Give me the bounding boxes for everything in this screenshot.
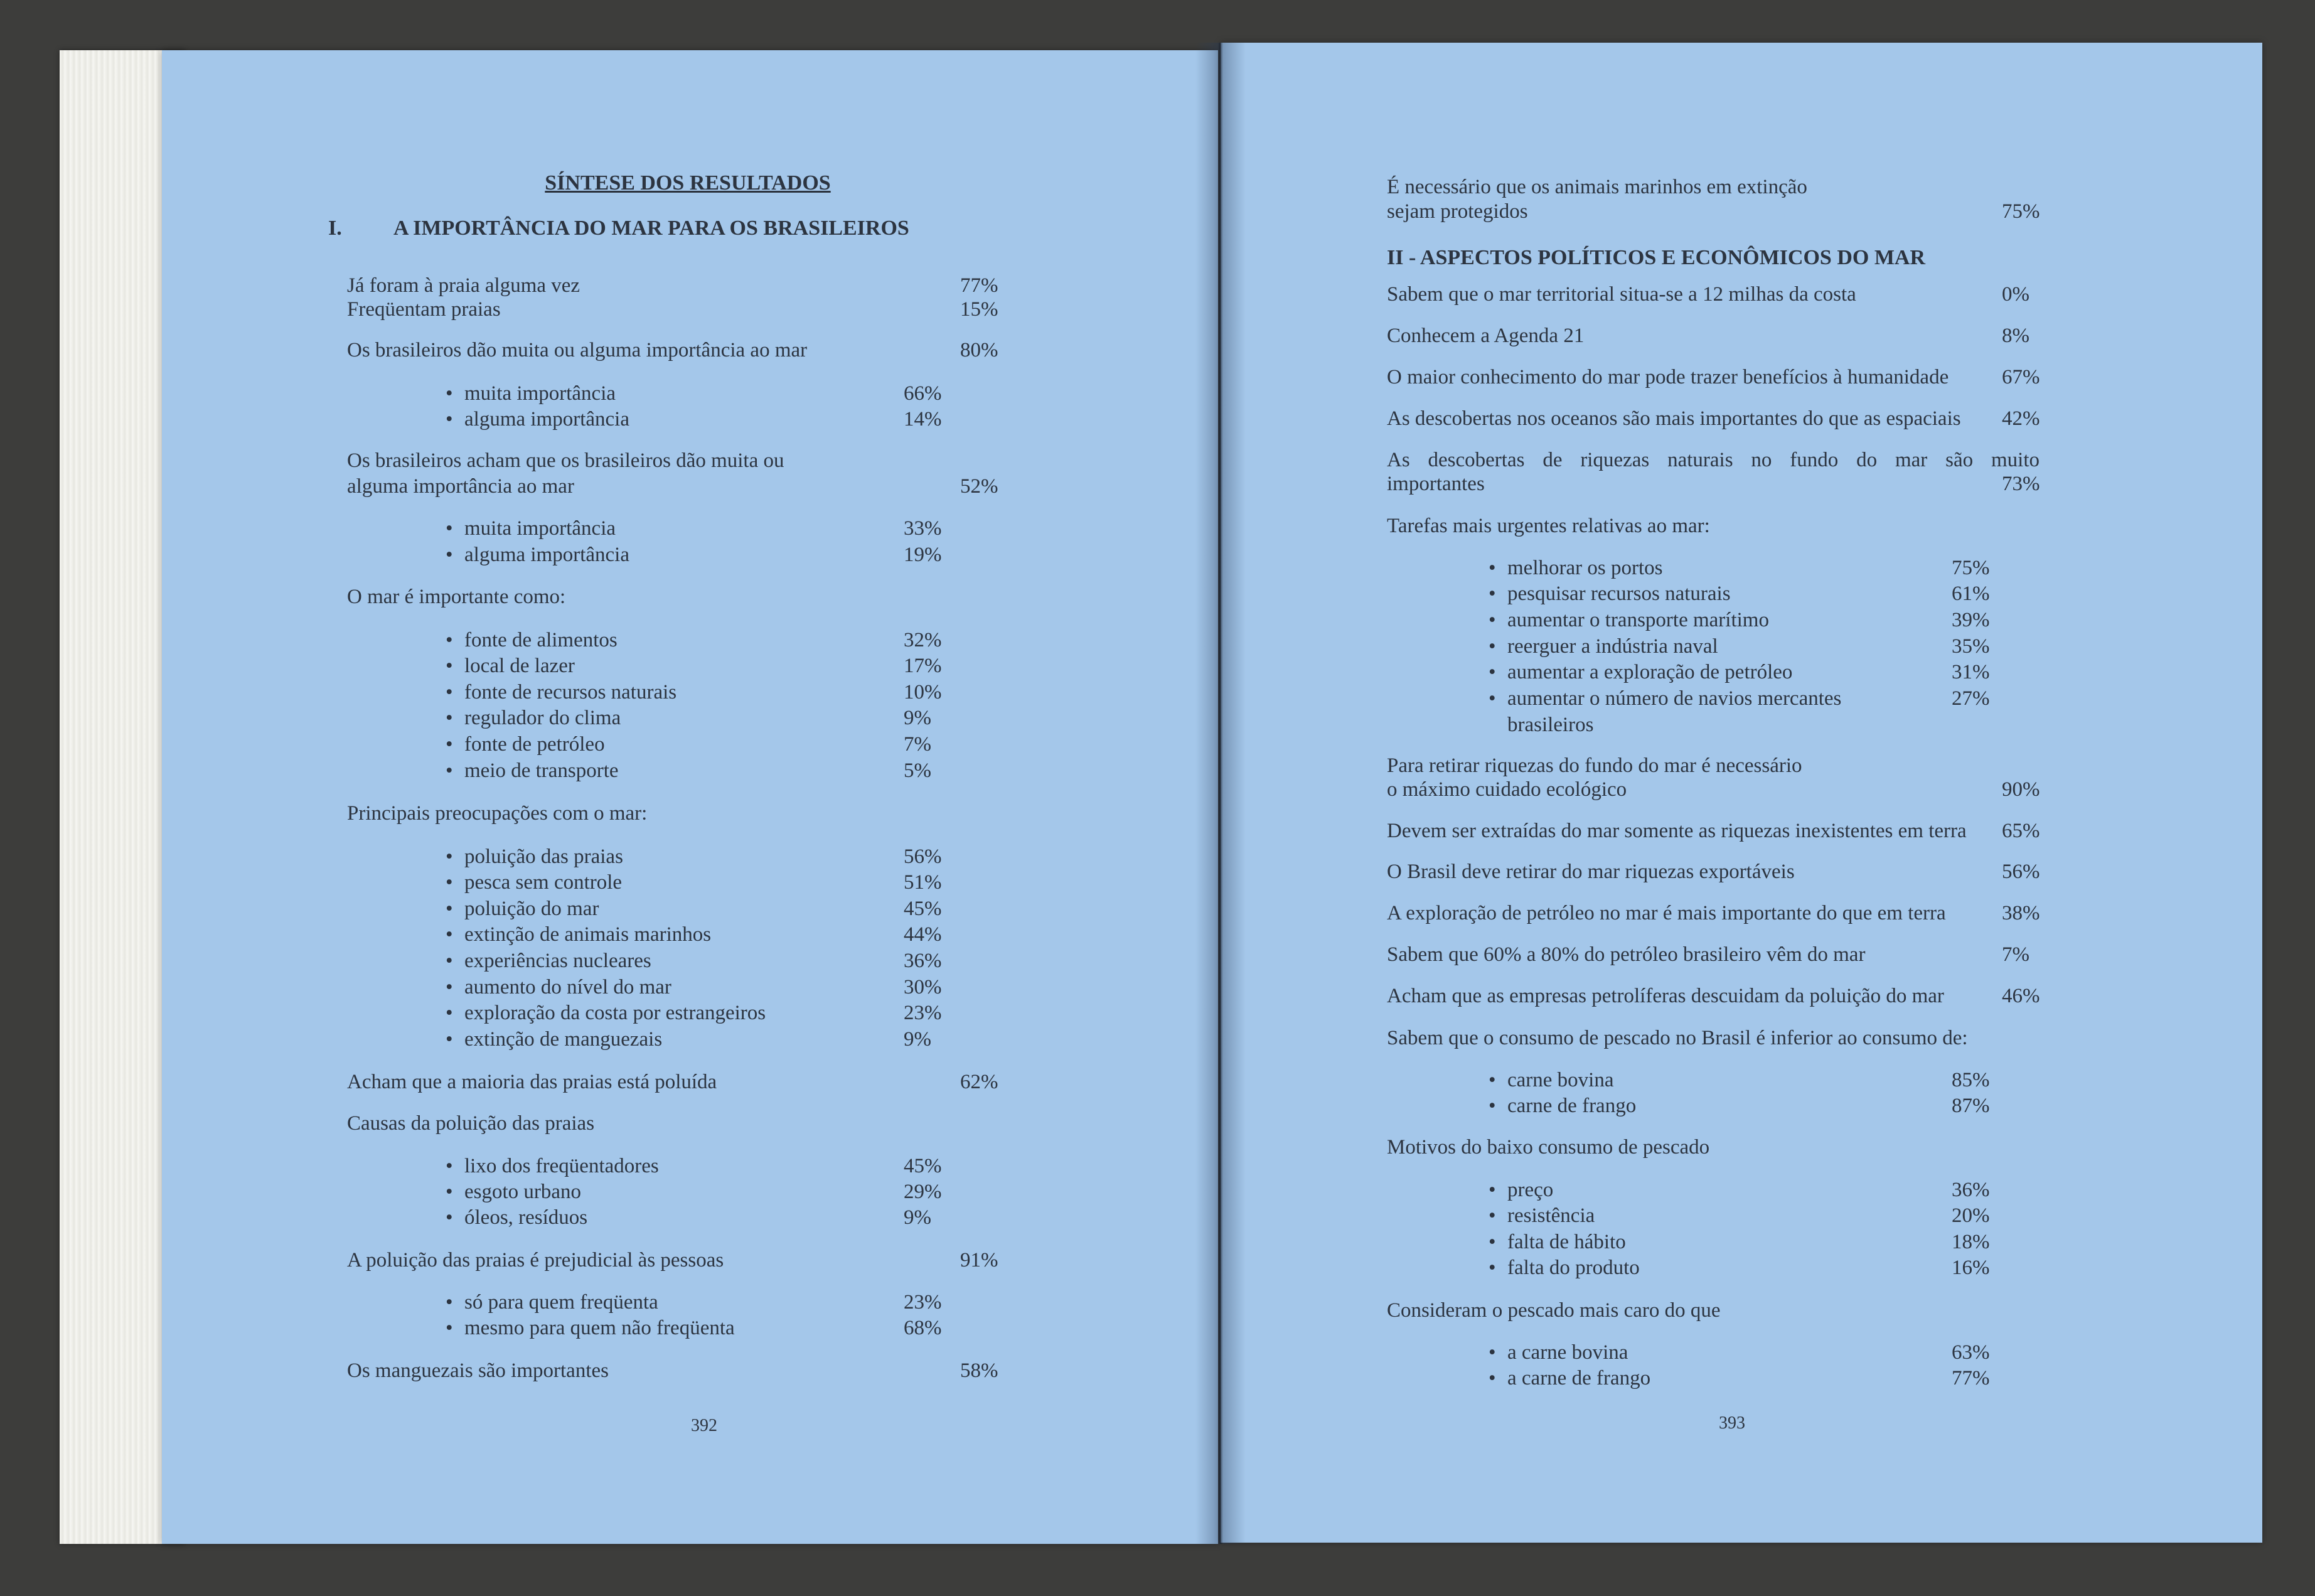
right-item-text: sejam protegidos: [1387, 200, 1528, 223]
section-1-title: A IMPORTÂNCIA DO MAR PARA OS BRASILEIROS: [393, 217, 909, 240]
left-item-text: Os brasileiros acham que os brasileiros dão muita ou: [347, 449, 784, 472]
left-item-value: 5%: [904, 759, 931, 782]
left-item-value: 7%: [904, 733, 931, 756]
right-item-text: Consideram o pescado mais caro do que: [1387, 1299, 1721, 1322]
right-item-value: 87%: [1952, 1095, 1990, 1117]
right-item-text: • carne bovina: [1489, 1068, 1614, 1093]
right-item-text: • resistência: [1489, 1203, 1595, 1228]
left-item-text: • pesca sem controle: [446, 870, 622, 895]
left-item-text: • local de lazer: [446, 653, 575, 678]
right-item-value: 38%: [2002, 902, 2040, 924]
left-item-value: 10%: [904, 681, 942, 704]
left-item-value: 9%: [904, 1028, 931, 1051]
left-item-value: 23%: [904, 1002, 942, 1024]
left-item-value: 68%: [904, 1317, 942, 1339]
right-item-text: É necessário que os animais marinhos em extinção: [1387, 176, 1807, 198]
left-item-text: Os brasileiros dão muita ou alguma importância ao mar: [347, 339, 808, 362]
left-item-value: 23%: [904, 1291, 942, 1314]
right-item-value: 46%: [2002, 985, 2040, 1007]
left-item-text: • exploração da costa por estrangeiros: [446, 1000, 766, 1026]
left-item-text: • fonte de petróleo: [446, 732, 605, 757]
right-item-value: 56%: [2002, 860, 2040, 883]
right-item-value: 73%: [2002, 473, 2040, 495]
left-item-value: 36%: [904, 950, 942, 972]
right-item-text: Motivos do baixo consumo de pescado: [1387, 1136, 1710, 1159]
page-number-right: 393: [1719, 1413, 1745, 1433]
left-item-value: 14%: [904, 408, 942, 431]
right-item-value: 16%: [1952, 1256, 1990, 1279]
right-item-value: 90%: [2002, 778, 2040, 801]
right-item-value: 31%: [1952, 661, 1990, 683]
right-item-value: 77%: [1952, 1367, 1990, 1390]
left-item-text: • muita importância: [446, 516, 616, 541]
left-item-value: 9%: [904, 707, 931, 729]
right-item-text: • pesquisar recursos naturais: [1489, 581, 1731, 606]
left-item-text: • esgoto urbano: [446, 1179, 581, 1204]
right-item-text: brasileiros: [1507, 714, 1594, 736]
right-item-text: • melhorar os portos: [1489, 555, 1662, 581]
right-item-value: 36%: [1952, 1179, 1990, 1201]
right-item-text: • aumentar a exploração de petróleo: [1489, 660, 1792, 685]
left-item-value: 29%: [904, 1181, 942, 1203]
right-item-value: 63%: [1952, 1341, 1990, 1364]
section-1-number: I.: [328, 217, 342, 240]
left-item-text: • mesmo para quem não freqüenta: [446, 1315, 735, 1341]
left-item-value: 33%: [904, 517, 942, 540]
right-item-text: • aumentar o número de navios mercantes: [1489, 686, 1841, 711]
left-item-text: • poluição do mar: [446, 896, 599, 921]
summary-heading: SÍNTESE DOS RESULTADOS: [545, 171, 831, 195]
left-item-value: 66%: [904, 382, 942, 405]
section-2-title: II - ASPECTOS POLÍTICOS E ECONÔMICOS DO MAR: [1387, 246, 1926, 269]
right-item-text: As descobertas nos oceanos são mais importantes do que as espaciais: [1387, 407, 1961, 430]
right-item-text: o máximo cuidado ecológico: [1387, 778, 1627, 801]
right-item-text: • falta de hábito: [1489, 1229, 1626, 1255]
right-item-value: 7%: [2002, 943, 2029, 966]
left-item-value: 52%: [960, 475, 998, 498]
left-item-text: Já foram à praia alguma vez: [347, 274, 580, 297]
right-item-text: • a carne de frango: [1489, 1366, 1650, 1391]
left-item-value: 15%: [960, 298, 998, 321]
right-item-text: Sabem que o consumo de pescado no Brasil é inferior ao consumo de:: [1387, 1027, 1968, 1049]
right-item-value: 61%: [1952, 582, 1990, 605]
left-item-text: Freqüentam praias: [347, 298, 501, 321]
left-item-text: • só para quem freqüenta: [446, 1290, 658, 1315]
left-item-text: • meio de transporte: [446, 758, 619, 783]
left-item-value: 62%: [960, 1071, 998, 1093]
left-item-text: • extinção de animais marinhos: [446, 922, 711, 947]
book-gutter: [1195, 43, 1246, 1544]
right-item-text: • aumentar o transporte marítimo: [1489, 608, 1769, 633]
left-item-value: 58%: [960, 1359, 998, 1382]
left-item-value: 30%: [904, 976, 942, 999]
right-item-value: 27%: [1952, 687, 1990, 710]
right-item-text: importantes: [1387, 473, 1485, 495]
left-item-text: • alguma importância: [446, 542, 629, 567]
left-item-value: 91%: [960, 1249, 998, 1272]
left-item-text: Os manguezais são importantes: [347, 1359, 609, 1382]
right-item-value: 65%: [2002, 820, 2040, 842]
left-item-text: • muita importância: [446, 381, 616, 406]
left-item-text: • óleos, resíduos: [446, 1205, 587, 1230]
right-item-value: 35%: [1952, 635, 1990, 658]
left-item-text: • fonte de recursos naturais: [446, 680, 676, 705]
left-item-text: • poluição das praias: [446, 844, 623, 869]
left-item-text: A poluição das praias é prejudicial às pessoas: [347, 1249, 724, 1272]
right-item-value: 20%: [1952, 1204, 1990, 1227]
right-item-text: Sabem que 60% a 80% do petróleo brasileiro vêm do mar: [1387, 943, 1866, 966]
left-item-value: 56%: [904, 845, 942, 868]
left-item-value: 45%: [904, 1155, 942, 1177]
right-item-value: 39%: [1952, 609, 1990, 631]
right-item-text: • reerguer a indústria naval: [1489, 634, 1718, 659]
right-item-text: • carne de frango: [1489, 1093, 1636, 1118]
right-item-text: Para retirar riquezas do fundo do mar é necessário: [1387, 754, 1802, 777]
right-item-value: 42%: [2002, 407, 2040, 430]
left-item-value: 51%: [904, 871, 942, 894]
right-item-text: • preço: [1489, 1177, 1553, 1202]
right-item-value: 85%: [1952, 1069, 1990, 1091]
right-item-text: Acham que as empresas petrolíferas descuidam da poluição do mar: [1387, 985, 1944, 1007]
right-item-text: Tarefas mais urgentes relativas ao mar:: [1387, 515, 1710, 537]
left-item-text: alguma importância ao mar: [347, 475, 574, 498]
right-item-text: A exploração de petróleo no mar é mais importante do que em terra: [1387, 902, 1946, 924]
left-item-text: Causas da poluição das praias: [347, 1112, 595, 1135]
right-item-value: 18%: [1952, 1231, 1990, 1253]
right-item-value: 75%: [1952, 557, 1990, 579]
right-item-text: Sabem que o mar territorial situa-se a 12 milhas da costa: [1387, 283, 1856, 306]
left-item-value: 77%: [960, 274, 998, 297]
page-number-left: 392: [691, 1416, 717, 1435]
left-item-text: • fonte de alimentos: [446, 628, 618, 653]
right-item-text: • a carne bovina: [1489, 1340, 1628, 1365]
left-item-value: 19%: [904, 544, 942, 566]
left-item-text: • lixo dos freqüentadores: [446, 1154, 659, 1179]
right-item-text: • falta do produto: [1489, 1255, 1640, 1280]
left-item-text: • extinção de manguezais: [446, 1027, 662, 1052]
left-item-text: • experiências nucleares: [446, 948, 651, 973]
right-item-value: 67%: [2002, 366, 2040, 388]
left-item-text: • aumento do nível do mar: [446, 975, 671, 1000]
right-item-text: O maior conhecimento do mar pode trazer benefícios à humanidade: [1387, 366, 1949, 388]
right-item-value: 8%: [2002, 324, 2029, 347]
left-item-value: 44%: [904, 923, 942, 946]
right-item-value: 75%: [2002, 200, 2040, 223]
left-item-value: 45%: [904, 897, 942, 920]
left-item-text: O mar é importante como:: [347, 586, 566, 608]
left-item-value: 32%: [904, 629, 942, 651]
right-item-text: Devem ser extraídas do mar somente as riquezas inexistentes em terra: [1387, 820, 1967, 842]
left-item-text: Acham que a maioria das praias está poluída: [347, 1071, 717, 1093]
right-item-text: O Brasil deve retirar do mar riquezas exportáveis: [1387, 860, 1795, 883]
left-item-text: • alguma importância: [446, 407, 629, 432]
left-item-value: 80%: [960, 339, 998, 362]
right-item-value: 0%: [2002, 283, 2029, 306]
left-item-value: 17%: [904, 655, 942, 677]
left-item-text: • regulador do clima: [446, 705, 621, 731]
left-item-text: Principais preocupações com o mar:: [347, 802, 648, 825]
left-item-value: 9%: [904, 1206, 931, 1229]
right-item-text: As descobertas de riquezas naturais no fundo do mar são muito: [1387, 449, 2040, 471]
right-item-text: Conhecem a Agenda 21: [1387, 324, 1585, 347]
